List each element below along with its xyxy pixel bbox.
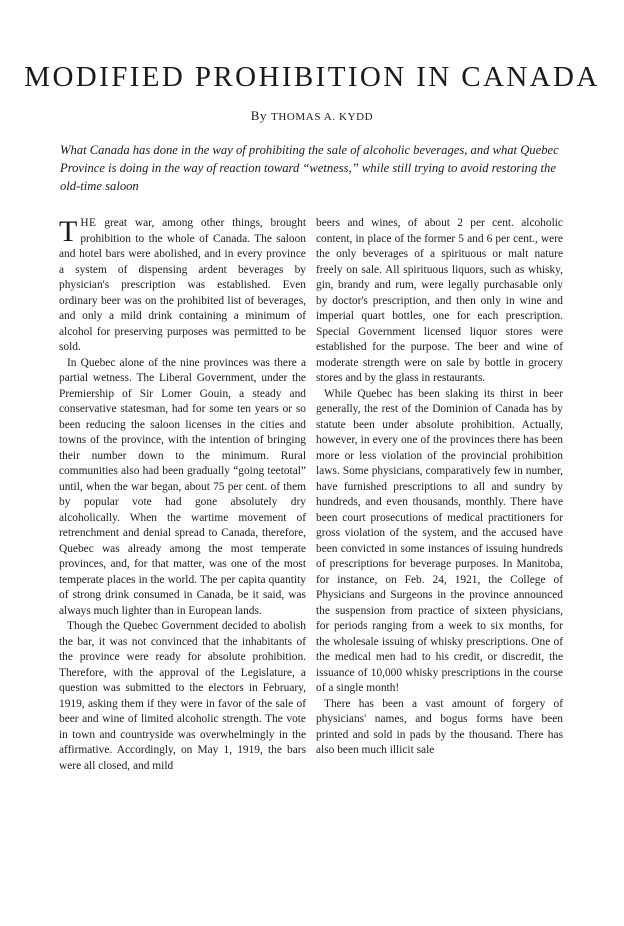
paragraph: beers and wines, of about 2 per cent. alcoholic content, in place of the former 5 and 6 per cent., were the only beverages of a spirituous or malt nature freely on sale. All spirituous liquors, such as whisky, gin, brandy and rum, were legally purchasable only by doctor's prescription, and then only in wine and imperial quart bottles, one for each prescription. Special Government licensed liquor stores were established for the purpose. The beer and wine of moderate strength were on sale by bottle in grocery stores and by the glass in restaurants.	[316, 217, 563, 384]
lead-word: HE	[80, 217, 97, 229]
paragraph	[59, 216, 306, 356]
paragraph-text: great war, among other things, brought prohibition to the whole of Canada. The saloon and hotel bars were abolished, and in every province a system of dispensing ardent beverages by physician's prescription was established. Even ordinary beer was on the prohibited list of beverages, and only a mild drink containing a minimum of alcohol for preserving purposes was permitted to be sold.	[59, 217, 306, 353]
right-column	[316, 216, 563, 759]
drop-cap: T	[59, 215, 78, 248]
paragraph: There has been a vast amount of forgery of physicians' names, and bogus forms have been printed and sold in pads by the thousand. There has also been much illicit sale	[316, 697, 563, 756]
paragraph: While Quebec has been slaking its thirst in beer generally, the rest of the Dominion of Canada has by statute been under absolute prohibition. Actually, however, in every one of the provinces there has been more or less violation of the provincial prohibition laws. Some physicians, comparatively few in number, have furnished prescriptions to all and sundry by hundreds, and even thousands, monthly. There have been court prosecutions of medical practitioners for gross violation of the system, and the accused have been convicted in some instances of issuing hundreds of prescriptions for beverage purposes. In Manitoba, for instance, on Feb. 24, 1921, the College of Physicians and Surgeons in the province announced the suspension from practice of sixteen physicians, for periods ranging from a week to six months, for the wholesale issuing of whisky prescriptions. One of the medical men had to his credit, or discredit, the issuance of 10,000 whisky prescriptions in the course of a single month!	[316, 387, 563, 694]
paragraph: In Quebec alone of the nine provinces was there a partial wetness. The Liberal Government, under the Premiership of Sir Lomer Gouin, a steady and conservative statesman, had for some ten years or so been reducing the saloon licenses in the cities and towns of the province, with the intention of bringing their number down to the minimum. Rural communities also had been gradually “going teetotal” until, when the war began, about 75 per cent. of them by popular vote had gone absolutely dry alcoholically. When the wartime movement of retrenchment and denial spread to Canada, therefore, Quebec was already among the most temperate provinces, and, for that matter, was one of the most temperate places in the world. The per capita quantity of strong drink consumed in Canada, be it said, was always much lighter than in European lands.	[59, 356, 306, 617]
byline-prefix: By	[250, 108, 268, 123]
author-name: THOMAS A. KYDD	[271, 111, 374, 123]
article-intro: What Canada has done in the way of prohibiting the sale of alcoholic beverages, and what Quebec Province is doing in the way of reaction toward “wetness,” while still trying to avoid restoring the old-time saloon	[60, 143, 559, 193]
left-column	[59, 216, 306, 774]
article-title: MODIFIED PROHIBITION IN CANADA	[24, 61, 600, 93]
byline	[0, 108, 624, 125]
paragraph: Though the Quebec Government decided to abolish the bar, it was not convinced that the inhabitants of the province were ready for absolute prohibition. Therefore, with the approval of the Legislature, a question was submitted to the electors in February, 1919, asking them if they were in favor of the sale of beer and wine of limited alcoholic strength. The vote in town and countryside was overwhelmingly in the affirmative. Accordingly, on May 1, 1919, the bars were all closed, and mild	[59, 620, 306, 772]
